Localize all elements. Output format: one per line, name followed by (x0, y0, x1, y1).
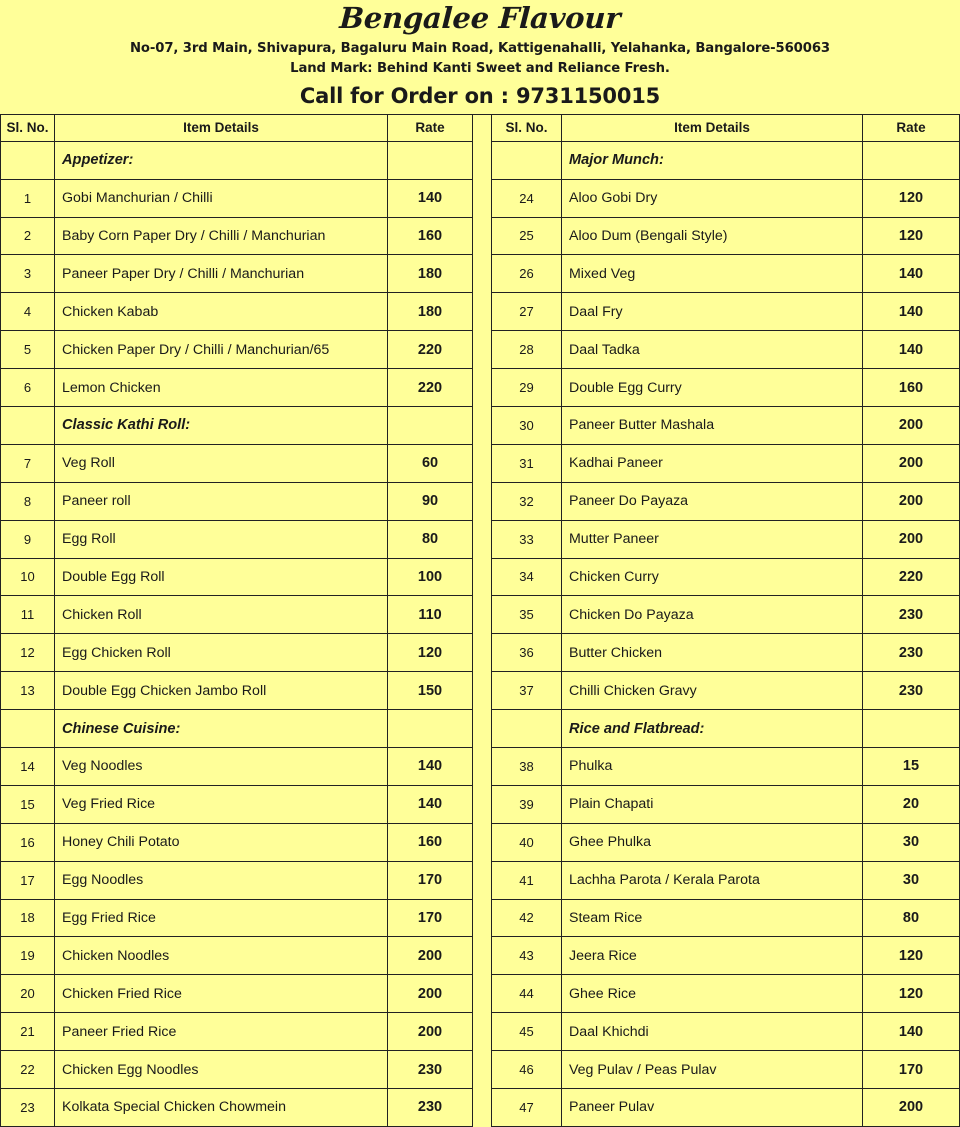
menu-item-row (1, 331, 472, 369)
cell-sl-no: 13 (1, 672, 55, 709)
menu-item-row (492, 1051, 959, 1089)
cell-rate: 170 (417, 909, 443, 926)
menu-item-row (492, 407, 959, 445)
cell-sl-no: 46 (492, 1051, 562, 1088)
cell-rate: 230 (898, 644, 924, 661)
cell-rate (863, 710, 959, 747)
table-header-row-right (492, 115, 959, 142)
menu-item-row (492, 521, 959, 559)
cell-sl-no: 8 (1, 483, 55, 520)
menu-item-row (492, 748, 959, 786)
cell-item-name: Paneer Do Payaza (562, 483, 863, 520)
cell-item-name: Steam Rice (562, 900, 863, 937)
cell-rate: 140 (417, 190, 443, 207)
cell-rate: 80 (421, 531, 439, 548)
cell-sl-no (492, 710, 562, 747)
cell-rate: 200 (898, 531, 924, 548)
call-for-order: Call for Order on : 9731150015 (299, 83, 661, 108)
cell-sl-no: 47 (492, 1089, 562, 1126)
cell-rate: 200 (898, 417, 924, 434)
cell-rate: 15 (902, 758, 920, 775)
cell-sl-no (1, 142, 55, 179)
cell-sl-no: 20 (1, 975, 55, 1012)
cell-item-name: Honey Chili Potato (55, 824, 388, 861)
cell-rate: 110 (418, 606, 442, 623)
cell-item-name: Chicken Noodles (55, 937, 388, 974)
cell-item-name: Paneer Fried Rice (55, 1013, 388, 1050)
table-header-row-left (1, 115, 472, 142)
cell-rate: 230 (417, 1099, 443, 1116)
cell-rate (388, 710, 472, 747)
menu-item-row (492, 331, 959, 369)
cell-item-name: Double Egg Chicken Jambo Roll (55, 672, 388, 709)
cell-sl-no: 5 (1, 331, 55, 368)
cell-rate: 230 (417, 1061, 443, 1078)
cell-sl-no: 1 (1, 180, 55, 217)
cell-sl-no: 11 (1, 596, 55, 633)
cell-rate: 150 (417, 682, 443, 699)
menu-item-row (1, 975, 472, 1013)
cell-item-name: Lemon Chicken (55, 369, 388, 406)
menu-item-row (492, 975, 959, 1013)
section-heading-row (492, 710, 959, 748)
menu-item-row (492, 218, 959, 256)
menu-item-row (1, 786, 472, 824)
cell-sl-no: 39 (492, 786, 562, 823)
cell-section-title: Appetizer: (55, 142, 388, 179)
cell-sl-no: 25 (492, 218, 562, 255)
cell-sl-no: 35 (492, 596, 562, 633)
menu-item-row (492, 634, 959, 672)
cell-rate: 220 (417, 379, 443, 396)
section-heading-row (1, 142, 472, 180)
cell-sl-no: 28 (492, 331, 562, 368)
cell-rate: 200 (417, 947, 443, 964)
menu-item-row (1, 824, 472, 862)
cell-sl-no: 34 (492, 559, 562, 596)
menu-item-row (1, 180, 472, 218)
cell-sl-no: 31 (492, 445, 562, 482)
cell-item-name: Aloo Gobi Dry (562, 180, 863, 217)
cell-rate: 80 (902, 909, 920, 926)
cell-rate: 170 (898, 1061, 924, 1078)
menu-item-row (492, 900, 959, 938)
cell-item-name: Chicken Fried Rice (55, 975, 388, 1012)
menu-item-row (1, 369, 472, 407)
cell-rate (388, 407, 472, 444)
cell-sl-no: 12 (1, 634, 55, 671)
cell-rate: 120 (417, 644, 443, 661)
cell-sl-no: 2 (1, 218, 55, 255)
menu-item-row (1, 1051, 472, 1089)
header-rate-left: Rate (415, 120, 445, 136)
cell-item-name: Kolkata Special Chicken Chowmein (55, 1089, 388, 1126)
cell-item-name: Aloo Dum (Bengali Style) (562, 218, 863, 255)
cell-sl-no: 6 (1, 369, 55, 406)
restaurant-address: No-07, 3rd Main, Shivapura, Bagaluru Main Road, Kattigenahalli, Yelahanka, Bangalore-560063 (129, 41, 830, 57)
menu-item-row (492, 937, 959, 975)
cell-rate: 20 (902, 796, 920, 813)
cell-item-name: Phulka (562, 748, 863, 785)
cell-sl-no: 33 (492, 521, 562, 558)
cell-rate: 170 (417, 872, 443, 889)
column-gap (473, 115, 491, 1127)
menu-item-row (492, 445, 959, 483)
section-heading-row (492, 142, 959, 180)
cell-rate (388, 142, 472, 179)
menu-item-row (492, 255, 959, 293)
cell-item-name: Kadhai Paneer (562, 445, 863, 482)
cell-rate: 160 (417, 834, 443, 851)
cell-sl-no: 23 (1, 1089, 55, 1126)
menu-item-row (492, 786, 959, 824)
cell-item-name: Mutter Paneer (562, 521, 863, 558)
menu-table-left (0, 115, 473, 1127)
cell-sl-no: 40 (492, 824, 562, 861)
menu-item-row (1, 900, 472, 938)
cell-rate: 160 (898, 379, 924, 396)
header-item-details-left: Item Details (55, 115, 388, 141)
menu-item-row (1, 1013, 472, 1051)
cell-sl-no: 14 (1, 748, 55, 785)
cell-item-name: Paneer Pulav (562, 1089, 863, 1126)
cell-sl-no: 36 (492, 634, 562, 671)
section-heading-row (1, 710, 472, 748)
cell-item-name: Chicken Curry (562, 559, 863, 596)
cell-sl-no: 19 (1, 937, 55, 974)
cell-sl-no: 16 (1, 824, 55, 861)
menu-item-row (1, 596, 472, 634)
cell-sl-no: 30 (492, 407, 562, 444)
cell-sl-no: 9 (1, 521, 55, 558)
menu-item-row (492, 596, 959, 634)
cell-section-title: Major Munch: (562, 142, 863, 179)
cell-item-name: Butter Chicken (562, 634, 863, 671)
cell-item-name: Paneer Butter Mashala (562, 407, 863, 444)
cell-sl-no: 24 (492, 180, 562, 217)
menu-item-row (1, 255, 472, 293)
cell-sl-no: 29 (492, 369, 562, 406)
menu-item-row (1, 862, 472, 900)
menu-item-row (492, 293, 959, 331)
cell-sl-no: 18 (1, 900, 55, 937)
cell-rate (863, 142, 959, 179)
cell-sl-no: 45 (492, 1013, 562, 1050)
cell-sl-no: 22 (1, 1051, 55, 1088)
cell-rate: 220 (417, 341, 443, 358)
cell-rate: 180 (417, 265, 443, 282)
cell-rate: 230 (898, 682, 924, 699)
cell-rate: 140 (417, 758, 443, 775)
cell-item-name: Chicken Kabab (55, 293, 388, 330)
cell-rate: 140 (417, 796, 443, 813)
cell-item-name: Daal Fry (562, 293, 863, 330)
cell-item-name: Mixed Veg (562, 255, 863, 292)
cell-sl-no: 38 (492, 748, 562, 785)
cell-item-name: Daal Khichdi (562, 1013, 863, 1050)
menu-item-row (1, 521, 472, 559)
cell-item-name: Ghee Phulka (562, 824, 863, 861)
cell-rate: 120 (898, 190, 924, 207)
cell-sl-no: 15 (1, 786, 55, 823)
cell-section-title: Rice and Flatbread: (562, 710, 863, 747)
cell-item-name: Chicken Do Payaza (562, 596, 863, 633)
cell-section-title: Classic Kathi Roll: (55, 407, 388, 444)
cell-sl-no (1, 407, 55, 444)
menu-table-right (491, 115, 960, 1127)
cell-sl-no: 26 (492, 255, 562, 292)
cell-rate: 180 (417, 303, 443, 320)
section-heading-row (1, 407, 472, 445)
menu-item-row (492, 1089, 959, 1127)
cell-sl-no: 42 (492, 900, 562, 937)
menu-item-row (492, 824, 959, 862)
cell-rate: 140 (898, 303, 924, 320)
cell-sl-no: 7 (1, 445, 55, 482)
header-sl-no-left: Sl. No. (1, 115, 55, 141)
cell-sl-no: 44 (492, 975, 562, 1012)
cell-item-name: Veg Fried Rice (55, 786, 388, 823)
header-item-details-right: Item Details (562, 115, 863, 141)
cell-rate: 90 (421, 493, 439, 510)
menu-item-row (492, 559, 959, 597)
menu-item-row (1, 937, 472, 975)
menu-item-row (492, 862, 959, 900)
cell-sl-no: 17 (1, 862, 55, 899)
cell-sl-no: 37 (492, 672, 562, 709)
menu-item-row (1, 672, 472, 710)
menu-item-row (1, 293, 472, 331)
menu-item-row (492, 369, 959, 407)
cell-rate: 30 (902, 834, 920, 851)
cell-item-name: Egg Noodles (55, 862, 388, 899)
cell-item-name: Egg Fried Rice (55, 900, 388, 937)
cell-item-name: Chicken Roll (55, 596, 388, 633)
cell-item-name: Veg Pulav / Peas Pulav (562, 1051, 863, 1088)
cell-sl-no: 43 (492, 937, 562, 974)
cell-rate: 200 (898, 1099, 924, 1116)
cell-item-name: Gobi Manchurian / Chilli (55, 180, 388, 217)
cell-rate: 200 (898, 493, 924, 510)
menu-header (0, 0, 960, 114)
cell-section-title: Chinese Cuisine: (55, 710, 388, 747)
cell-item-name: Double Egg Roll (55, 559, 388, 596)
cell-rate: 140 (898, 1023, 924, 1040)
cell-rate: 30 (902, 872, 920, 889)
cell-rate: 160 (417, 227, 443, 244)
cell-item-name: Plain Chapati (562, 786, 863, 823)
cell-item-name: Jeera Rice (562, 937, 863, 974)
cell-sl-no: 41 (492, 862, 562, 899)
menu-item-row (1, 748, 472, 786)
cell-item-name: Egg Roll (55, 521, 388, 558)
cell-item-name: Veg Noodles (55, 748, 388, 785)
cell-rate: 200 (417, 1023, 443, 1040)
cell-item-name: Paneer Paper Dry / Chilli / Manchurian (55, 255, 388, 292)
cell-item-name: Paneer roll (55, 483, 388, 520)
cell-sl-no: 27 (492, 293, 562, 330)
cell-rate: 100 (417, 568, 443, 585)
cell-rate: 120 (898, 947, 924, 964)
menu-item-row (492, 483, 959, 521)
cell-item-name: Veg Roll (55, 445, 388, 482)
cell-item-name: Chicken Paper Dry / Chilli / Manchurian/65 (55, 331, 388, 368)
menu-item-row (1, 559, 472, 597)
header-sl-no-right: Sl. No. (492, 115, 562, 141)
menu-tables (0, 114, 960, 1127)
cell-sl-no: 4 (1, 293, 55, 330)
cell-item-name: Chicken Egg Noodles (55, 1051, 388, 1088)
cell-sl-no: 32 (492, 483, 562, 520)
cell-rate: 230 (898, 606, 924, 623)
menu-item-row (1, 1089, 472, 1127)
menu-item-row (492, 180, 959, 218)
cell-rate: 200 (417, 985, 443, 1002)
cell-rate: 120 (898, 985, 924, 1002)
menu-item-row (492, 1013, 959, 1051)
cell-sl-no (492, 142, 562, 179)
cell-rate: 120 (898, 227, 924, 244)
menu-item-row (1, 218, 472, 256)
cell-rate: 140 (898, 265, 924, 282)
cell-item-name: Lachha Parota / Kerala Parota (562, 862, 863, 899)
cell-sl-no (1, 710, 55, 747)
cell-rate: 60 (421, 455, 439, 472)
cell-item-name: Egg Chicken Roll (55, 634, 388, 671)
menu-item-row (492, 672, 959, 710)
menu-item-row (1, 634, 472, 672)
restaurant-name: Bengalee Flavour (338, 1, 622, 35)
cell-item-name: Chilli Chicken Gravy (562, 672, 863, 709)
cell-item-name: Baby Corn Paper Dry / Chilli / Manchurian (55, 218, 388, 255)
cell-item-name: Ghee Rice (562, 975, 863, 1012)
cell-rate: 220 (898, 568, 924, 585)
menu-item-row (1, 483, 472, 521)
cell-sl-no: 10 (1, 559, 55, 596)
restaurant-landmark: Land Mark: Behind Kanti Sweet and Reliance Fresh. (290, 60, 670, 76)
header-rate-right: Rate (896, 120, 926, 136)
cell-item-name: Double Egg Curry (562, 369, 863, 406)
cell-rate: 140 (898, 341, 924, 358)
menu-item-row (1, 445, 472, 483)
cell-rate: 200 (898, 455, 924, 472)
cell-sl-no: 3 (1, 255, 55, 292)
cell-item-name: Daal Tadka (562, 331, 863, 368)
cell-sl-no: 21 (1, 1013, 55, 1050)
